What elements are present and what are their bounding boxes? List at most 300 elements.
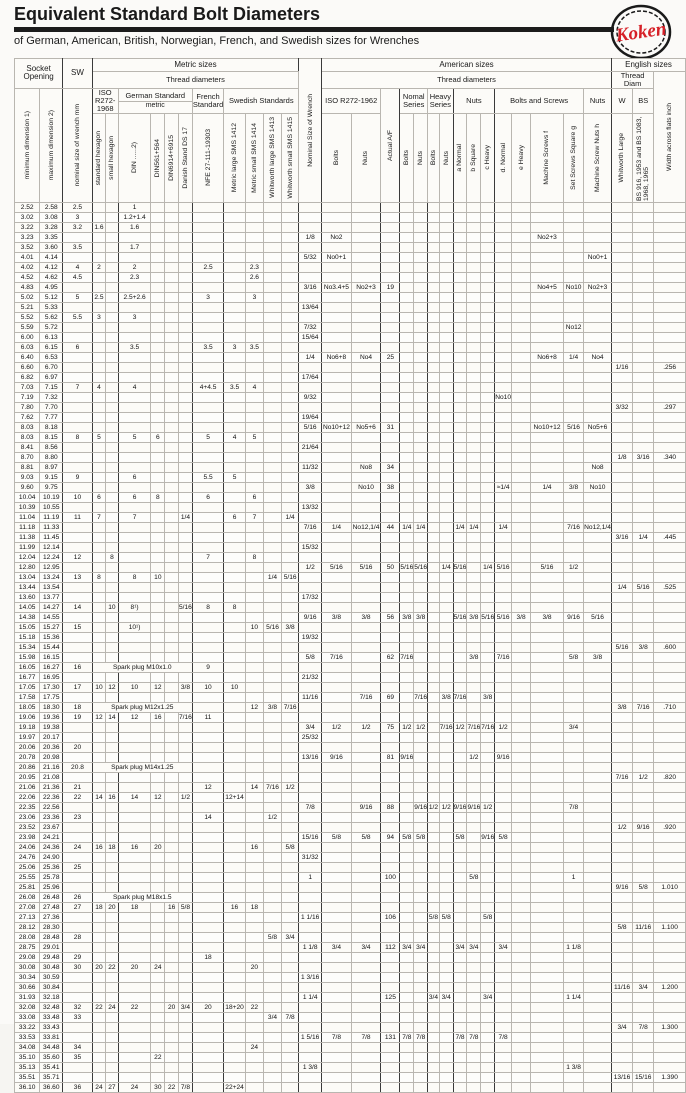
table-cell xyxy=(179,552,193,562)
table-cell xyxy=(282,862,299,872)
table-cell: 1.300 xyxy=(654,1022,686,1032)
table-cell: 29.48 xyxy=(40,952,63,962)
table-cell: No5+6 xyxy=(584,422,612,432)
table-cell xyxy=(245,462,263,472)
table-cell xyxy=(633,752,654,762)
table-cell xyxy=(282,1032,299,1042)
table-cell xyxy=(428,1082,440,1092)
table-cell xyxy=(400,232,414,242)
table-cell: 7/16 xyxy=(439,723,453,731)
table-cell xyxy=(263,752,281,762)
table-cell xyxy=(351,962,381,972)
table-cell xyxy=(245,202,263,212)
table-cell xyxy=(381,392,400,402)
table-cell: 1 xyxy=(118,202,151,212)
table-cell xyxy=(192,242,223,252)
table-cell xyxy=(467,702,481,712)
table-cell xyxy=(654,392,686,402)
table-cell xyxy=(299,882,322,892)
table-cell: 21/64 xyxy=(299,442,322,452)
table-cell xyxy=(282,732,299,742)
table-cell xyxy=(151,312,165,322)
table-cell xyxy=(351,1062,381,1072)
table-cell xyxy=(512,372,531,382)
table-cell xyxy=(563,892,583,902)
table-cell xyxy=(467,442,481,452)
table-cell xyxy=(467,1002,481,1012)
table-cell xyxy=(428,902,440,912)
table-cell: No2+3 xyxy=(531,232,564,242)
table-cell xyxy=(282,662,299,672)
table-cell xyxy=(584,632,612,642)
table-cell xyxy=(584,972,612,982)
table-cell: 2.5 xyxy=(192,262,223,272)
table-cell xyxy=(654,682,686,692)
table-cell xyxy=(92,932,106,942)
table-cell xyxy=(63,462,93,472)
table-cell xyxy=(351,882,381,892)
table-cell xyxy=(192,332,223,342)
table-cell xyxy=(179,202,193,212)
table-cell xyxy=(563,372,583,382)
table-cell xyxy=(179,402,193,412)
table-cell xyxy=(322,872,352,882)
table-cell xyxy=(151,922,165,932)
table-cell xyxy=(245,582,263,592)
table-cell xyxy=(654,812,686,822)
table-cell xyxy=(414,1082,428,1092)
header-max-dimension: maximum dimension 2) xyxy=(40,88,63,202)
table-cell xyxy=(563,262,583,272)
table-cell xyxy=(351,492,381,502)
table-cell xyxy=(654,932,686,942)
table-cell xyxy=(611,502,632,512)
table-cell: 12 xyxy=(151,792,165,802)
table-cell xyxy=(654,902,686,912)
header-iso62-nuts: Nuts xyxy=(351,113,381,202)
table-cell xyxy=(400,1072,414,1082)
table-cell xyxy=(428,872,440,882)
table-cell xyxy=(563,852,583,862)
table-cell xyxy=(263,272,281,282)
table-cell xyxy=(400,702,414,712)
table-cell xyxy=(414,662,428,672)
table-row xyxy=(15,352,686,362)
table-cell xyxy=(224,582,246,592)
table-cell xyxy=(654,952,686,962)
table-cell xyxy=(179,632,193,642)
table-cell xyxy=(299,472,322,482)
table-cell xyxy=(563,252,583,262)
table-cell xyxy=(263,282,281,292)
table-cell xyxy=(179,492,193,502)
table-cell xyxy=(584,1032,612,1042)
table-cell xyxy=(563,972,583,982)
header-ns-nuts: Nuts xyxy=(414,113,428,202)
table-cell xyxy=(611,212,632,222)
table-cell xyxy=(381,452,400,462)
table-cell xyxy=(400,632,414,642)
table-cell: 21/32 xyxy=(299,672,322,682)
table-cell xyxy=(584,772,612,782)
table-cell: 1/2 xyxy=(282,782,299,792)
header-danish: Danish Stand DS 17 xyxy=(179,113,193,202)
table-cell xyxy=(428,492,440,502)
table-cell xyxy=(282,532,299,542)
table-cell xyxy=(453,382,467,392)
table-cell xyxy=(381,852,400,862)
table-cell xyxy=(654,1082,686,1092)
table-cell xyxy=(400,292,414,302)
table-cell xyxy=(118,442,151,452)
table-cell: 5.12 xyxy=(40,292,63,302)
table-cell xyxy=(165,842,179,852)
table-row xyxy=(15,582,686,592)
table-cell xyxy=(467,1052,481,1062)
table-cell xyxy=(611,682,632,692)
table-cell xyxy=(453,1062,467,1072)
table-cell xyxy=(351,312,381,322)
table-cell: 28.12 xyxy=(15,922,40,932)
table-cell xyxy=(439,452,453,462)
header-f-machine-screws: Machine Screws f xyxy=(531,113,564,202)
table-cell xyxy=(400,222,414,232)
table-cell xyxy=(322,302,352,312)
table-cell xyxy=(611,512,632,522)
table-cell xyxy=(151,482,165,492)
table-cell xyxy=(245,822,263,832)
table-cell: 7/8 xyxy=(351,1032,381,1042)
table-cell xyxy=(245,332,263,342)
table-cell xyxy=(192,582,223,592)
table-cell xyxy=(633,842,654,852)
table-cell xyxy=(481,322,495,332)
table-cell xyxy=(322,862,352,872)
table-cell xyxy=(151,772,165,782)
table-cell xyxy=(381,262,400,272)
table-cell xyxy=(299,812,322,822)
table-cell: No10+12 xyxy=(322,423,350,431)
table-cell xyxy=(151,282,165,292)
table-cell xyxy=(179,722,193,732)
table-cell xyxy=(453,912,467,922)
table-cell xyxy=(224,532,246,542)
table-cell xyxy=(322,782,352,792)
table-cell xyxy=(63,322,93,332)
table-cell xyxy=(381,432,400,442)
table-cell: 9.75 xyxy=(40,482,63,492)
table-cell xyxy=(414,922,428,932)
table-cell xyxy=(654,1042,686,1052)
table-cell: 1/2 xyxy=(481,802,495,812)
table-cell: .297 xyxy=(654,402,686,412)
table-cell xyxy=(654,1012,686,1022)
table-cell xyxy=(165,642,179,652)
table-cell xyxy=(467,532,481,542)
table-cell xyxy=(481,472,495,482)
table-cell xyxy=(633,312,654,322)
table-cell xyxy=(414,342,428,352)
table-cell xyxy=(654,602,686,612)
table-cell: 28.30 xyxy=(40,922,63,932)
header-sms1414: Metric small SMS 1414 xyxy=(245,113,263,202)
table-cell xyxy=(263,232,281,242)
table-cell: 1/2 xyxy=(322,722,352,732)
table-cell xyxy=(584,392,612,402)
table-cell: 11.45 xyxy=(40,532,63,542)
table-cell xyxy=(531,872,564,882)
table-row xyxy=(15,1032,686,1042)
table-cell xyxy=(428,552,440,562)
table-cell: 1 1/16 xyxy=(299,912,322,922)
table-cell xyxy=(299,1052,322,1062)
table-row xyxy=(15,842,686,852)
table-cell xyxy=(584,642,612,652)
table-cell: Spark plug M12x1.25 xyxy=(92,702,192,712)
table-cell xyxy=(467,322,481,332)
table-cell xyxy=(495,682,512,692)
table-cell xyxy=(179,1042,193,1052)
table-cell: 5/16 xyxy=(299,422,322,432)
header-ns-bolts: Bolts xyxy=(400,113,414,202)
table-cell xyxy=(179,542,193,552)
table-cell xyxy=(428,692,440,702)
table-cell xyxy=(299,362,322,372)
table-cell xyxy=(428,1022,440,1032)
table-cell: 5/8 xyxy=(428,913,439,921)
table-cell: 125 xyxy=(381,992,400,1002)
table-cell xyxy=(584,592,612,602)
table-cell xyxy=(584,932,612,942)
table-cell xyxy=(428,972,440,982)
table-cell xyxy=(63,582,93,592)
table-cell xyxy=(224,522,246,532)
table-cell: 29 xyxy=(63,952,93,962)
table-cell xyxy=(453,412,467,422)
table-cell xyxy=(495,772,512,782)
table-cell xyxy=(106,982,118,992)
table-cell xyxy=(224,742,246,752)
table-cell xyxy=(165,752,179,762)
table-cell xyxy=(381,732,400,742)
table-cell xyxy=(322,202,352,212)
table-cell xyxy=(428,822,440,832)
table-row xyxy=(15,962,686,972)
table-cell xyxy=(495,892,512,902)
table-cell xyxy=(495,822,512,832)
table-cell: 27.48 xyxy=(40,902,63,912)
table-cell xyxy=(245,642,263,652)
table-cell xyxy=(439,812,453,822)
table-cell xyxy=(245,812,263,822)
table-cell xyxy=(322,902,352,912)
table-cell xyxy=(453,342,467,352)
table-cell: 16 xyxy=(63,662,93,672)
table-cell xyxy=(467,1072,481,1082)
table-cell xyxy=(481,1072,495,1082)
table-cell xyxy=(165,792,179,802)
table-cell xyxy=(453,1042,467,1052)
table-cell xyxy=(351,982,381,992)
table-cell xyxy=(179,642,193,652)
table-cell xyxy=(611,972,632,982)
table-cell: 15/16 xyxy=(633,1072,654,1082)
table-cell xyxy=(512,782,531,792)
table-cell xyxy=(92,1072,106,1082)
table-cell xyxy=(654,542,686,552)
table-cell: 9/16 xyxy=(400,753,414,761)
table-cell xyxy=(224,932,246,942)
table-cell: 9/16 xyxy=(299,612,322,622)
table-cell: 6 xyxy=(192,492,223,502)
table-cell xyxy=(512,942,531,952)
table-cell xyxy=(531,1052,564,1062)
table-cell xyxy=(531,862,564,872)
table-cell xyxy=(165,932,179,942)
table-cell xyxy=(414,862,428,872)
table-cell: 1/2 xyxy=(633,772,654,782)
table-cell xyxy=(428,942,440,952)
table-cell xyxy=(584,812,612,822)
table-row xyxy=(15,572,686,582)
table-cell xyxy=(263,972,281,982)
table-cell xyxy=(151,802,165,812)
header-thread-diam-english: Thread Diam xyxy=(611,72,653,89)
table-cell xyxy=(584,722,612,732)
table-cell: 11/16 xyxy=(299,692,322,702)
table-cell xyxy=(414,462,428,472)
table-cell xyxy=(563,842,583,852)
table-cell xyxy=(633,542,654,552)
table-cell xyxy=(106,1072,118,1082)
table-cell: 7 xyxy=(118,512,151,522)
table-cell xyxy=(512,682,531,692)
table-cell xyxy=(428,572,440,582)
table-cell: 3/8 xyxy=(351,612,381,622)
table-cell xyxy=(179,362,193,372)
table-cell xyxy=(428,262,440,272)
table-cell xyxy=(224,212,246,222)
table-cell xyxy=(633,672,654,682)
table-cell xyxy=(531,252,564,262)
table-cell xyxy=(179,882,193,892)
table-cell xyxy=(381,552,400,562)
table-cell xyxy=(481,502,495,512)
table-cell xyxy=(400,862,414,872)
table-cell xyxy=(151,252,165,262)
table-cell xyxy=(224,422,246,432)
table-cell: 3.5 xyxy=(245,342,263,352)
table-cell: 1/2 xyxy=(467,752,481,762)
table-cell xyxy=(481,642,495,652)
table-cell xyxy=(165,632,179,642)
table-cell xyxy=(611,492,632,502)
table-cell xyxy=(439,542,453,552)
table-cell xyxy=(192,882,223,892)
table-cell xyxy=(381,332,400,342)
table-cell xyxy=(531,902,564,912)
table-cell xyxy=(118,412,151,422)
table-cell xyxy=(245,992,263,1002)
table-cell xyxy=(531,312,564,322)
table-cell: 3/4 xyxy=(299,722,322,732)
table-cell: 3/4 xyxy=(414,942,428,952)
table-cell xyxy=(192,232,223,242)
table-cell xyxy=(563,672,583,682)
table-cell xyxy=(531,522,564,532)
table-cell: 7/8 xyxy=(467,1032,481,1042)
table-cell: 13.60 xyxy=(15,592,40,602)
table-cell: 22 xyxy=(92,1002,106,1012)
table-cell xyxy=(512,202,531,212)
table-cell xyxy=(428,932,440,942)
table-cell xyxy=(414,852,428,862)
table-cell xyxy=(282,632,299,642)
table-cell xyxy=(263,912,281,922)
table-cell: 6 xyxy=(224,512,246,522)
table-cell: 18.30 xyxy=(40,702,63,712)
table-cell xyxy=(282,962,299,972)
table-cell xyxy=(453,472,467,482)
table-cell xyxy=(512,652,531,662)
table-cell: 3/8 xyxy=(633,642,654,652)
table-cell: 15/32 xyxy=(299,542,322,552)
table-cell xyxy=(414,512,428,522)
table-cell: 19 xyxy=(63,712,93,722)
table-cell xyxy=(282,772,299,782)
table-cell xyxy=(531,892,564,902)
table-cell xyxy=(428,372,440,382)
table-cell xyxy=(381,292,400,302)
table-cell xyxy=(192,742,223,752)
table-cell xyxy=(531,412,564,422)
table-cell xyxy=(106,492,118,502)
table-cell xyxy=(495,382,512,392)
table-cell xyxy=(611,732,632,742)
table-cell xyxy=(467,1022,481,1032)
table-cell xyxy=(63,302,93,312)
table-cell xyxy=(531,802,564,812)
table-cell xyxy=(467,672,481,682)
table-cell: 5/8 xyxy=(439,912,453,922)
table-cell: 21.16 xyxy=(40,762,63,772)
table-cell xyxy=(151,742,165,752)
table-cell xyxy=(92,362,106,372)
table-cell xyxy=(400,1052,414,1062)
table-cell xyxy=(414,962,428,972)
table-cell xyxy=(322,582,352,592)
table-cell: 1.200 xyxy=(654,982,686,992)
table-cell: 24 xyxy=(63,842,93,852)
table-cell xyxy=(414,312,428,322)
table-cell xyxy=(165,292,179,302)
table-cell: 21.36 xyxy=(40,782,63,792)
table-cell xyxy=(400,352,414,362)
table-cell xyxy=(165,522,179,532)
table-cell xyxy=(224,822,246,832)
table-cell xyxy=(118,742,151,752)
table-cell xyxy=(322,932,352,942)
table-cell xyxy=(495,922,512,932)
table-cell xyxy=(453,332,467,342)
table-cell xyxy=(63,282,93,292)
table-cell xyxy=(299,1012,322,1022)
table-cell: 27.36 xyxy=(40,912,63,922)
table-row xyxy=(15,232,686,242)
table-row xyxy=(15,872,686,882)
table-cell xyxy=(381,532,400,542)
table-cell xyxy=(584,692,612,702)
